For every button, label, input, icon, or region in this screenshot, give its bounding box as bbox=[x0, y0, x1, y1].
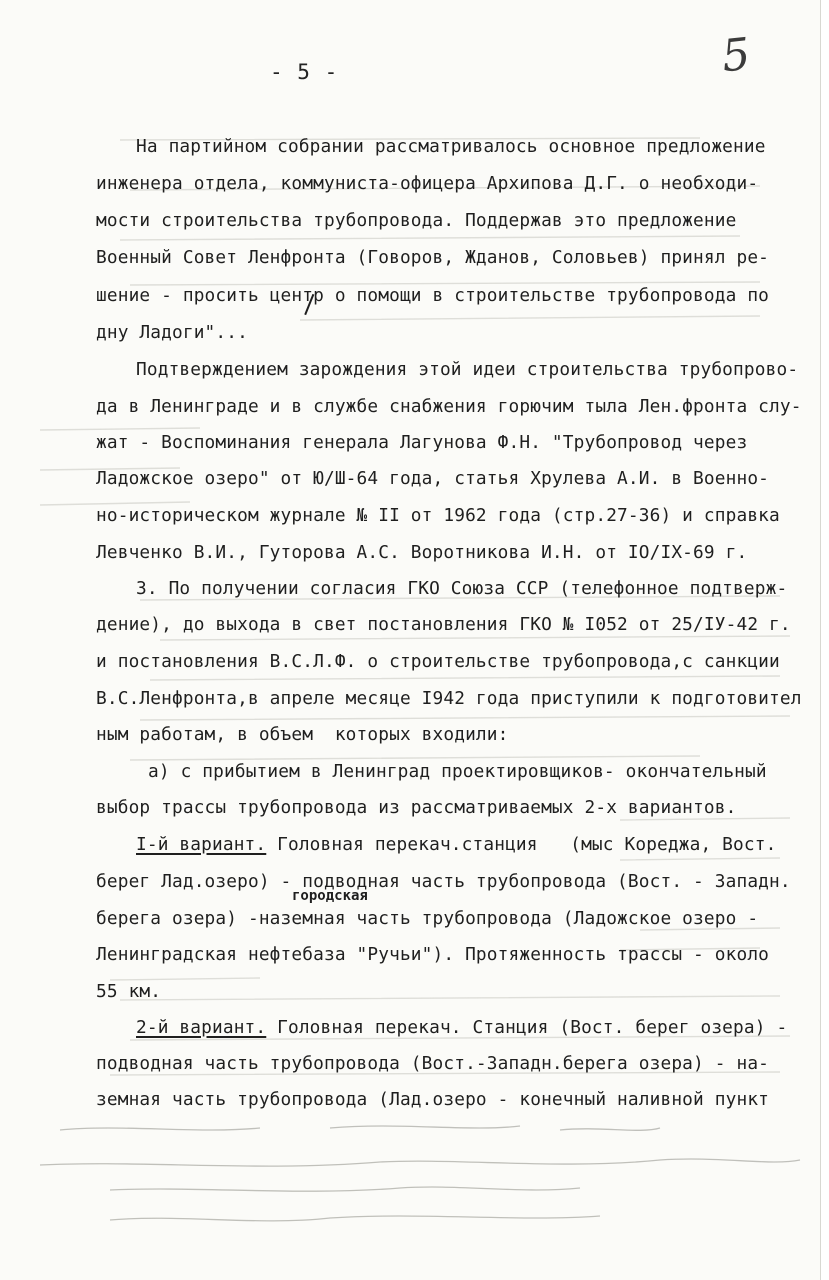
handwritten-page-mark: 5 bbox=[719, 28, 753, 83]
text-line: инженера отдела, коммуниста-офицера Архипова Д.Г. о необходи- bbox=[96, 173, 759, 194]
handwritten-insert: городская bbox=[292, 888, 368, 904]
text-line: ным работам, в объем которых входили: bbox=[96, 724, 509, 745]
text-line: жат - Воспоминания генерала Лагунова Ф.Н. "Трубопровод через bbox=[96, 432, 748, 453]
text-line: Ленинградская нефтебаза "Ручьи"). Протяженность трассы - около bbox=[96, 944, 770, 965]
text-line: а) с прибытием в Ленинград проектировщиков- окончательный bbox=[148, 761, 767, 782]
variant-heading: 2-й вариант. bbox=[136, 1017, 267, 1038]
page-number: - 5 - bbox=[270, 60, 339, 84]
text-line: На партийном собрании рассматривалось основное предложение bbox=[136, 136, 766, 157]
text-line: 55 км. bbox=[96, 981, 162, 1002]
text-line: берега озера) -наземная часть трубопровода (Ладожское озеро - bbox=[96, 908, 759, 929]
text-line: Левченко В.И., Гуторова А.С. Воротникова И.Н. от IO/IX-69 г. bbox=[96, 542, 748, 563]
text-line: В.С.Ленфронта,в апреле месяце I942 года приступили к подготовител bbox=[96, 688, 802, 709]
text-fragment: Головная перекач.станция (мыс Кореджа, Вост. bbox=[266, 834, 777, 855]
text-line: дну Ладоги"... bbox=[96, 322, 248, 343]
text-line: 3. По получении согласия ГКО Союза ССР (телефонное подтверж- bbox=[136, 578, 788, 599]
text-line: Подтверждением зарождения этой идеи строительства трубопрово- bbox=[136, 359, 799, 380]
text-line: мости строительства трубопровода. Поддержав это предложение bbox=[96, 210, 737, 231]
text-fragment: Головная перекач. Станция (Вост. берег озера) - bbox=[266, 1017, 788, 1038]
text-line: но-историческом журнале № II от 1962 года (стр.27-36) и справка bbox=[96, 505, 780, 526]
variant-heading: I-й вариант. bbox=[136, 834, 267, 855]
text-line: земная часть трубопровода (Лад.озеро - конечный наливной пункт bbox=[96, 1089, 770, 1110]
text-line bbox=[136, 834, 776, 856]
text-line: Военный Совет Ленфронта (Говоров, Жданов, Соловьев) принял ре- bbox=[96, 247, 770, 268]
text-line: подводная часть трубопровода (Вост.-Западн.берега озера) - на- bbox=[96, 1053, 770, 1074]
text-line: дение), до выхода в свет постановления ГКО № I052 от 25/IУ-42 г. bbox=[96, 614, 791, 635]
text-line: и постановления В.С.Л.Ф. о строительстве трубопровода,с санкции bbox=[96, 651, 780, 672]
text-line: да в Ленинграде и в службе снабжения горючим тыла Лен.фронта слу- bbox=[96, 396, 802, 417]
text-line: шение - просить центр о помощи в строительстве трубопровода по bbox=[96, 285, 770, 306]
text-line: выбор трассы трубопровода из рассматриваемых 2-х вариантов. bbox=[96, 797, 737, 818]
text-line: Ладожское озеро" от Ю/Ш-64 года, статья Хрулева А.И. в Военно- bbox=[96, 468, 770, 489]
text-line: берег Лад.озеро) - подводная часть трубопровода (Вост. - Западн. bbox=[96, 871, 791, 892]
text-line bbox=[136, 1017, 787, 1039]
